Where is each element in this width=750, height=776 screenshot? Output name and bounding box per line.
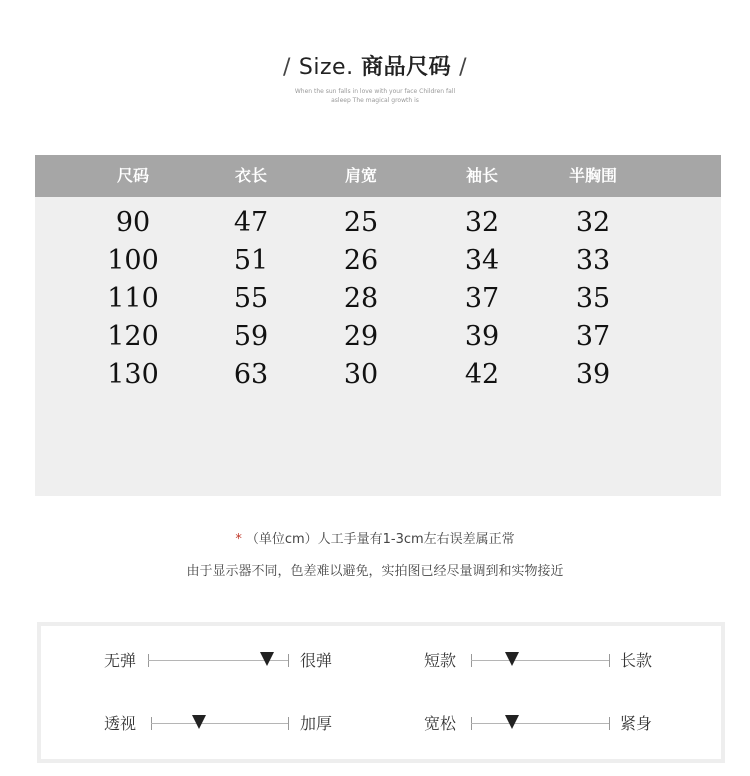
title-cn: 商品尺码 xyxy=(361,55,452,80)
color-note: 由于显示器不同，色差难以避免，实拍图已经尽量调到和实物接近 xyxy=(186,564,564,579)
size-table xyxy=(35,155,721,496)
attribute-marker-icon xyxy=(192,715,206,729)
unit-note xyxy=(0,528,750,547)
title-slash-right: / xyxy=(459,55,467,80)
attribute-marker-icon xyxy=(260,652,274,666)
attribute-left-label: 无弹 xyxy=(104,651,137,670)
table-row xyxy=(35,204,721,242)
track-end-tick xyxy=(609,654,610,667)
attribute-length xyxy=(424,649,664,673)
table-cell: 26 xyxy=(343,245,379,276)
table-cell: 37 xyxy=(464,283,500,314)
table-cell: 28 xyxy=(343,283,379,314)
table-cell: 32 xyxy=(575,207,611,238)
subtitle xyxy=(0,87,750,105)
attribute-right-label: 长款 xyxy=(620,651,653,670)
table-cell: 100 xyxy=(107,245,159,276)
table-cell: 59 xyxy=(233,321,269,352)
column-header: 半胸围 xyxy=(568,166,618,185)
attribute-track xyxy=(471,723,609,724)
table-cell: 39 xyxy=(464,321,500,352)
unit-note-text: （单位cm）人工手量有1-3cm左右误差属正常 xyxy=(245,532,515,547)
attribute-right-label: 紧身 xyxy=(620,714,653,733)
attribute-transparency xyxy=(104,712,344,736)
attribute-fit xyxy=(424,712,664,736)
table-cell: 30 xyxy=(343,359,379,390)
table-header-row xyxy=(35,155,721,197)
table-row xyxy=(35,280,721,318)
column-header: 肩宽 xyxy=(344,166,378,185)
track-end-tick xyxy=(288,654,289,667)
track-end-tick xyxy=(288,717,289,730)
attribute-right-label: 很弹 xyxy=(300,651,333,670)
table-cell: 42 xyxy=(464,359,500,390)
attribute-marker-icon xyxy=(505,715,519,729)
table-cell: 47 xyxy=(233,207,269,238)
table-cell: 35 xyxy=(575,283,611,314)
table-row xyxy=(35,318,721,356)
subtitle-line-2: asleep The magical growth is xyxy=(331,97,419,104)
attribute-left-label: 宽松 xyxy=(424,714,457,733)
column-header: 衣长 xyxy=(234,166,268,185)
table-cell: 25 xyxy=(343,207,379,238)
table-cell: 120 xyxy=(107,321,159,352)
page-title xyxy=(0,50,750,81)
attribute-marker-icon xyxy=(505,652,519,666)
table-cell: 63 xyxy=(233,359,269,390)
attribute-track xyxy=(471,660,609,661)
table-cell: 33 xyxy=(575,245,611,276)
title-slash-left: / xyxy=(282,55,291,80)
attribute-right-label: 加厚 xyxy=(300,714,333,733)
subtitle-line-1: When the sun falls in love with your face Children fall xyxy=(294,88,456,95)
table-cell: 55 xyxy=(233,283,269,314)
table-cell: 39 xyxy=(575,359,611,390)
table-cell: 37 xyxy=(575,321,611,352)
table-cell: 90 xyxy=(115,207,151,238)
table-cell: 51 xyxy=(233,245,269,276)
table-cell: 130 xyxy=(107,359,159,390)
table-cell: 29 xyxy=(343,321,379,352)
column-header: 尺码 xyxy=(116,166,150,185)
page-header xyxy=(0,50,750,105)
column-header: 袖长 xyxy=(465,166,499,185)
attribute-left-label: 透视 xyxy=(104,714,137,733)
table-cell: 32 xyxy=(464,207,500,238)
table-row xyxy=(35,356,721,394)
table-cell: 34 xyxy=(464,245,500,276)
note-star: * xyxy=(235,532,242,547)
attributes-panel xyxy=(37,622,725,763)
table-cell: 110 xyxy=(107,283,159,314)
track-end-tick xyxy=(609,717,610,730)
title-size-label: Size. xyxy=(298,55,354,80)
attribute-stretch xyxy=(104,649,344,673)
attribute-track xyxy=(151,723,288,724)
attribute-left-label: 短款 xyxy=(424,651,457,670)
table-row xyxy=(35,242,721,280)
